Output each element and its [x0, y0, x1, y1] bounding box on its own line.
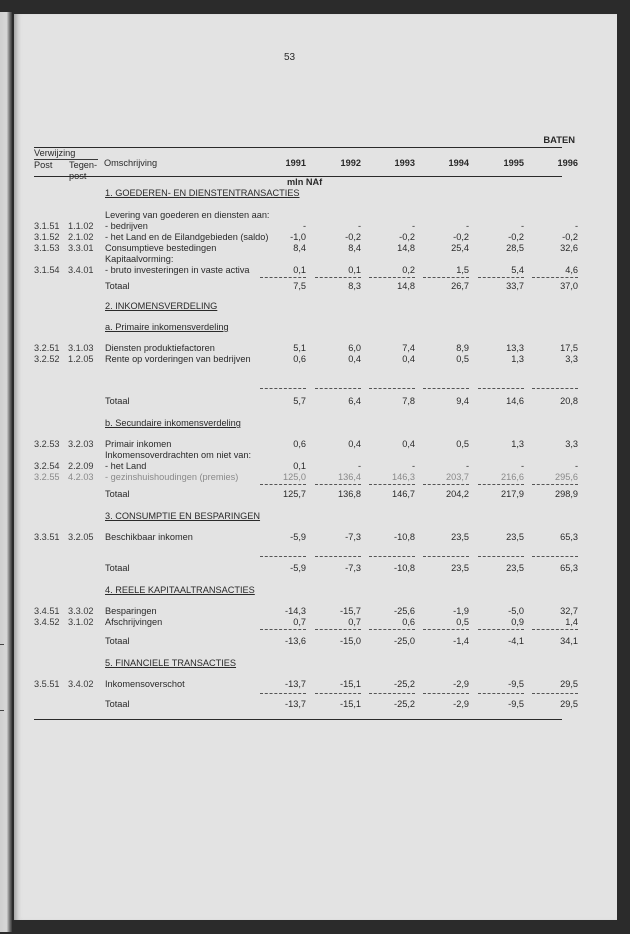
section-title: 1. GOEDEREN- EN DIENSTENTRANSACTIES — [105, 188, 300, 198]
unit-label: mln NAf — [287, 177, 323, 187]
total-label: Totaal — [105, 396, 130, 406]
cell-value: 32,7 — [560, 606, 578, 616]
cell-value: 0,6 — [293, 354, 306, 364]
tegenpost-ref: 3.3.01 — [68, 243, 94, 253]
cell-value: -9,5 — [508, 679, 524, 689]
cell-value: -14,3 — [285, 606, 306, 616]
cell-value: 216,6 — [501, 472, 524, 482]
cell-value: -25,6 — [394, 606, 415, 616]
subtotal-dash-line — [532, 484, 578, 485]
cell-value: -1,9 — [453, 606, 469, 616]
tegenpost-ref: 3.4.02 — [68, 679, 94, 689]
cell-value: - — [411, 461, 415, 471]
cell-value: 0,6 — [293, 439, 306, 449]
subtotal-dash-line — [315, 277, 361, 278]
total-value: 26,7 — [451, 281, 469, 291]
cell-value: 0,1 — [293, 461, 306, 471]
header-year-1994: 1994 — [448, 158, 469, 168]
total-value: 23,5 — [506, 563, 524, 573]
total-value: 20,8 — [560, 396, 578, 406]
total-value: 5,7 — [293, 396, 306, 406]
cell-value: -0,2 — [453, 232, 469, 242]
subtotal-dash-line — [315, 693, 361, 694]
cell-value: - — [520, 221, 524, 231]
cell-value: - — [574, 221, 578, 231]
subtotal-dash-line — [423, 484, 469, 485]
cell-value: -5,9 — [290, 532, 306, 542]
cell-value: 1,4 — [565, 617, 578, 627]
section-title: a. Primaire inkomensverdeling — [105, 322, 229, 332]
tegenpost-ref: 4.2.03 — [68, 472, 94, 482]
header-verwijzing: Verwijzing — [34, 148, 76, 158]
total-value: 146,7 — [392, 489, 415, 499]
header-top-rule — [34, 147, 562, 148]
cell-value: 0,9 — [511, 617, 524, 627]
subtotal-dash-line — [478, 277, 524, 278]
header-omschrijving: Omschrijving — [104, 158, 158, 168]
row-label: Diensten produktiefactoren — [105, 343, 215, 353]
header-tegenpost: Tegen- — [69, 160, 98, 170]
section-title: 5. FINANCIELE TRANSACTIES — [105, 658, 237, 668]
header-year-1993: 1993 — [394, 158, 415, 168]
subtotal-dash-line — [260, 556, 306, 557]
cell-value: 0,1 — [293, 265, 306, 275]
cell-value: 136,4 — [338, 472, 361, 482]
row-label: Besparingen — [105, 606, 157, 616]
total-value: 29,5 — [560, 699, 578, 709]
cell-value: 0,7 — [293, 617, 306, 627]
cell-value: -0,2 — [399, 232, 415, 242]
row-label: Rente op vorderingen van bedrijven — [105, 354, 251, 364]
total-value: -25,2 — [394, 699, 415, 709]
cell-value: 203,7 — [446, 472, 469, 482]
row-label: - het Land — [105, 461, 147, 471]
subtotal-dash-line — [369, 629, 415, 630]
total-label: Totaal — [105, 636, 130, 646]
total-value: -9,5 — [508, 699, 524, 709]
total-value: 125,7 — [283, 489, 306, 499]
total-value: 217,9 — [501, 489, 524, 499]
total-value: 65,3 — [560, 563, 578, 573]
section-title: 4. REELE KAPITAALTRANSACTIES — [105, 585, 255, 595]
cell-value: -13,7 — [285, 679, 306, 689]
tegenpost-ref: 1.1.02 — [68, 221, 94, 231]
section-title: 3. CONSUMPTIE EN BESPARINGEN — [105, 511, 261, 521]
tegenpost-ref: 2.2.09 — [68, 461, 94, 471]
subtotal-dash-line — [423, 556, 469, 557]
total-value: 9,4 — [456, 396, 469, 406]
header-year-1992: 1992 — [340, 158, 361, 168]
row-label: Beschikbaar inkomen — [105, 532, 193, 542]
cell-value: 8,9 — [456, 343, 469, 353]
tegenpost-ref: 3.2.05 — [68, 532, 94, 542]
total-value: 7,8 — [402, 396, 415, 406]
row-label: Afschrijvingen — [105, 617, 163, 627]
cell-value: - — [465, 461, 469, 471]
subtotal-dash-line — [369, 693, 415, 694]
cell-value: 8,4 — [348, 243, 361, 253]
cell-value: 0,4 — [402, 439, 415, 449]
cell-value: - — [302, 221, 306, 231]
header-year-1991: 1991 — [285, 158, 306, 168]
subtotal-dash-line — [532, 388, 578, 389]
subtotal-dash-line — [532, 693, 578, 694]
tegenpost-ref: 3.1.03 — [68, 343, 94, 353]
cell-value: 0,5 — [456, 354, 469, 364]
tegenpost-ref: 3.2.03 — [68, 439, 94, 449]
post-ref: 3.3.51 — [34, 532, 60, 542]
cell-value: 29,5 — [560, 679, 578, 689]
row-label: Primair inkomen — [105, 439, 172, 449]
subtotal-dash-line — [532, 556, 578, 557]
subtotal-dash-line — [315, 388, 361, 389]
cell-value: -0,2 — [562, 232, 578, 242]
cell-value: -0,2 — [345, 232, 361, 242]
total-label: Totaal — [105, 281, 130, 291]
cell-value: 1,5 — [456, 265, 469, 275]
cell-value: -7,3 — [345, 532, 361, 542]
cell-value: 0,5 — [456, 439, 469, 449]
total-label: Totaal — [105, 699, 130, 709]
post-ref: 3.1.54 — [34, 265, 60, 275]
cell-value: 23,5 — [506, 532, 524, 542]
cell-value: 0,6 — [402, 617, 415, 627]
cell-value: 32,6 — [560, 243, 578, 253]
subtotal-dash-line — [478, 556, 524, 557]
cell-value: 1,3 — [511, 354, 524, 364]
cell-value: - — [357, 221, 361, 231]
cell-value: 25,4 — [451, 243, 469, 253]
total-value: 7,5 — [293, 281, 306, 291]
cell-value: -15,7 — [340, 606, 361, 616]
header-year-1996: 1996 — [557, 158, 578, 168]
total-value: 14,8 — [397, 281, 415, 291]
total-value: -2,9 — [453, 699, 469, 709]
tegenpost-ref: 3.3.02 — [68, 606, 94, 616]
subtotal-dash-line — [260, 388, 306, 389]
cell-value: 0,4 — [402, 354, 415, 364]
row-label: - bruto investeringen in vaste activa — [105, 265, 250, 275]
subtotal-dash-line — [369, 556, 415, 557]
cell-value: 1,3 — [511, 439, 524, 449]
cell-value: -10,8 — [394, 532, 415, 542]
total-value: 298,9 — [555, 489, 578, 499]
cell-value: 3,3 — [565, 439, 578, 449]
row-label: Kapitaalvorming: — [105, 254, 174, 264]
post-ref: 3.4.51 — [34, 606, 60, 616]
subtotal-dash-line — [423, 629, 469, 630]
post-ref: 3.1.53 — [34, 243, 60, 253]
total-label: Totaal — [105, 563, 130, 573]
total-value: -5,9 — [290, 563, 306, 573]
subtotal-dash-line — [369, 277, 415, 278]
post-ref: 3.5.51 — [34, 679, 60, 689]
total-value: 14,6 — [506, 396, 524, 406]
subtotal-dash-line — [423, 277, 469, 278]
cell-value: 146,3 — [392, 472, 415, 482]
total-label: Totaal — [105, 489, 130, 499]
post-ref: 3.2.54 — [34, 461, 60, 471]
cell-value: 295,6 — [555, 472, 578, 482]
cell-value: - — [520, 461, 524, 471]
cell-value: - — [411, 221, 415, 231]
row-label: - bedrijven — [105, 221, 148, 231]
cell-value: 23,5 — [451, 532, 469, 542]
cell-value: 65,3 — [560, 532, 578, 542]
cell-value: 0,1 — [348, 265, 361, 275]
cell-value: -1,0 — [290, 232, 306, 242]
post-ref: 3.1.52 — [34, 232, 60, 242]
subtotal-dash-line — [260, 484, 306, 485]
header-post: Post — [34, 160, 53, 170]
cell-value: 4,6 — [565, 265, 578, 275]
cell-value: 8,4 — [293, 243, 306, 253]
total-value: -25,0 — [394, 636, 415, 646]
subtotal-dash-line — [532, 629, 578, 630]
row-label: - het Land en de Eilandgebieden (saldo) — [105, 232, 269, 242]
total-value: -13,6 — [285, 636, 306, 646]
subtotal-dash-line — [532, 277, 578, 278]
subtotal-dash-line — [478, 484, 524, 485]
row-label: Consumptieve bestedingen — [105, 243, 217, 253]
side-label: BATEN — [543, 134, 575, 145]
section-title: 2. INKOMENSVERDELING — [105, 301, 218, 311]
subtotal-dash-line — [315, 629, 361, 630]
tegenpost-ref: 2.1.02 — [68, 232, 94, 242]
cell-value: -25,2 — [394, 679, 415, 689]
edge-mark — [0, 644, 4, 645]
subtotal-dash-line — [478, 629, 524, 630]
cell-value: - — [574, 461, 578, 471]
subtotal-dash-line — [315, 484, 361, 485]
subtotal-dash-line — [369, 484, 415, 485]
cell-value: - — [465, 221, 469, 231]
cell-value: -0,2 — [508, 232, 524, 242]
cell-value: -15,1 — [340, 679, 361, 689]
total-value: -10,8 — [394, 563, 415, 573]
row-label: - gezinshuishoudingen (premies) — [105, 472, 239, 482]
subtotal-dash-line — [260, 629, 306, 630]
post-ref: 3.2.55 — [34, 472, 60, 482]
document-page — [14, 14, 617, 920]
cell-value: 0,5 — [456, 617, 469, 627]
cell-value: 17,5 — [560, 343, 578, 353]
cell-value: 0,4 — [348, 439, 361, 449]
post-ref: 3.1.51 — [34, 221, 60, 231]
cell-value: 3,3 — [565, 354, 578, 364]
total-value: -1,4 — [453, 636, 469, 646]
table-bottom-rule — [34, 719, 562, 720]
cell-value: 6,0 — [348, 343, 361, 353]
total-value: 37,0 — [560, 281, 578, 291]
total-value: 23,5 — [451, 563, 469, 573]
cell-value: 0,4 — [348, 354, 361, 364]
subtotal-dash-line — [423, 693, 469, 694]
total-value: -4,1 — [508, 636, 524, 646]
total-value: 8,3 — [348, 281, 361, 291]
cell-value: 7,4 — [402, 343, 415, 353]
cell-value: 5,4 — [511, 265, 524, 275]
adjacent-page-edge — [0, 12, 12, 932]
header-year-1995: 1995 — [503, 158, 524, 168]
cell-value: 0,7 — [348, 617, 361, 627]
page-number: 53 — [284, 52, 296, 63]
subtotal-dash-line — [369, 388, 415, 389]
subtotal-dash-line — [423, 388, 469, 389]
total-value: 6,4 — [348, 396, 361, 406]
cell-value: -5,0 — [508, 606, 524, 616]
post-ref: 3.2.51 — [34, 343, 60, 353]
subtotal-dash-line — [260, 277, 306, 278]
edge-mark — [0, 710, 4, 711]
subtotal-dash-line — [315, 556, 361, 557]
total-value: -15,0 — [340, 636, 361, 646]
cell-value: 0,2 — [402, 265, 415, 275]
cell-value: 14,8 — [397, 243, 415, 253]
tegenpost-ref: 3.4.01 — [68, 265, 94, 275]
total-value: -15,1 — [340, 699, 361, 709]
total-value: -13,7 — [285, 699, 306, 709]
total-value: 33,7 — [506, 281, 524, 291]
cell-value: 5,1 — [293, 343, 306, 353]
subtotal-dash-line — [478, 388, 524, 389]
cell-value: 28,5 — [506, 243, 524, 253]
cell-value: - — [357, 461, 361, 471]
tegenpost-ref: 1.2.05 — [68, 354, 94, 364]
row-label: Levering van goederen en diensten aan: — [105, 210, 270, 220]
cell-value: -2,9 — [453, 679, 469, 689]
row-label: Inkomensoverdrachten om niet van: — [105, 450, 252, 460]
subtotal-dash-line — [478, 693, 524, 694]
post-ref: 3.4.52 — [34, 617, 60, 627]
total-value: 34,1 — [560, 636, 578, 646]
total-value: -7,3 — [345, 563, 361, 573]
subtotal-dash-line — [260, 693, 306, 694]
section-title: b. Secundaire inkomensverdeling — [105, 418, 241, 428]
cell-value: 13,3 — [506, 343, 524, 353]
tegenpost-ref: 3.1.02 — [68, 617, 94, 627]
post-ref: 3.2.53 — [34, 439, 60, 449]
total-value: 204,2 — [446, 489, 469, 499]
row-label: Inkomensoverschot — [105, 679, 185, 689]
post-ref: 3.2.52 — [34, 354, 60, 364]
cell-value: 125,0 — [283, 472, 306, 482]
total-value: 136,8 — [338, 489, 361, 499]
